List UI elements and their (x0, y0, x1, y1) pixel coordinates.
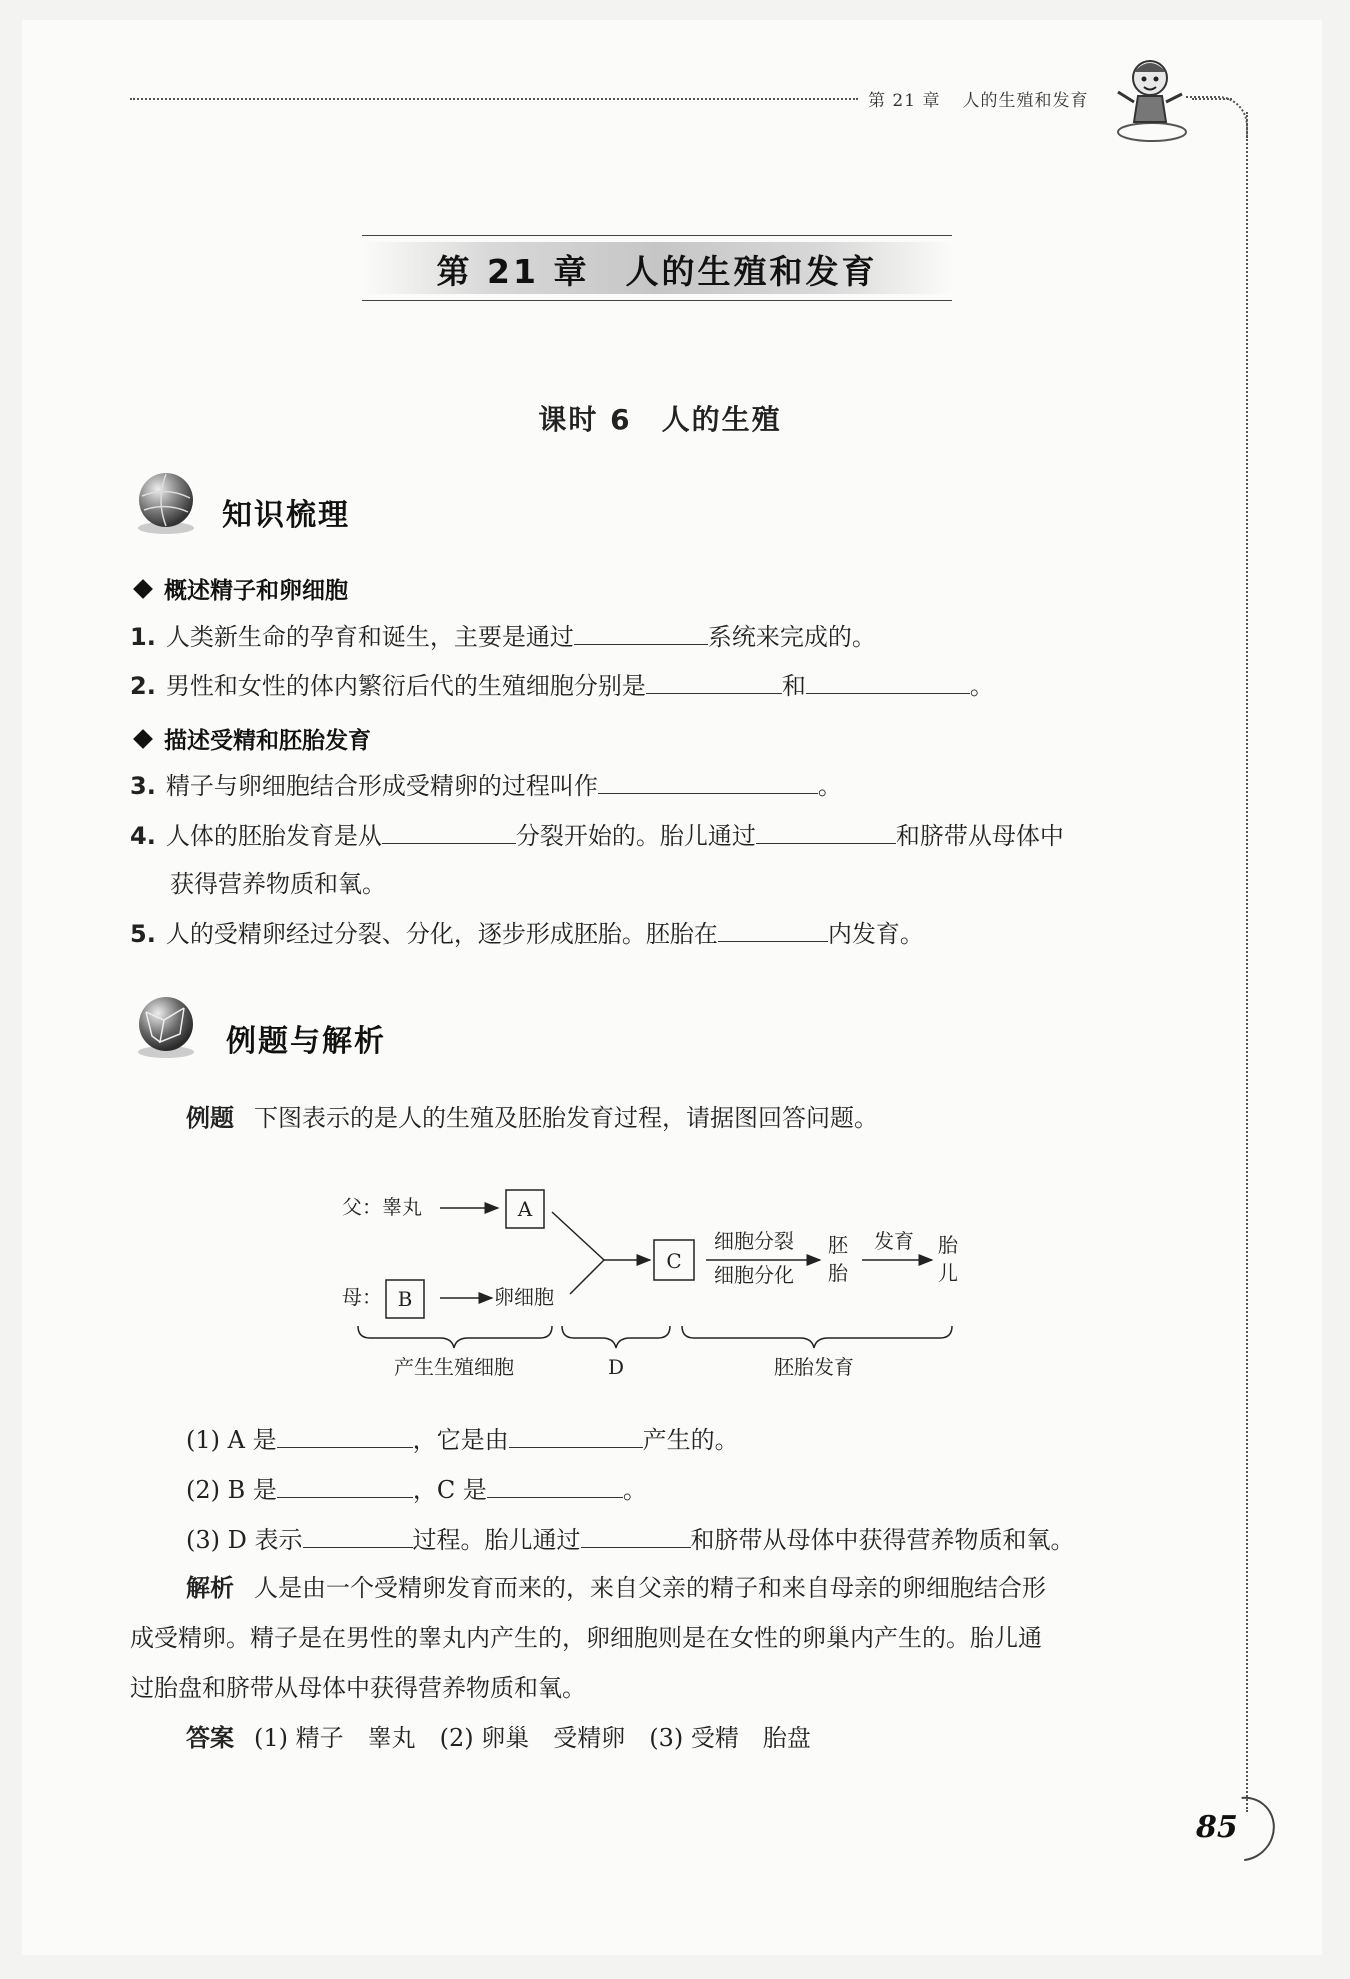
analysis-line-1 (186, 1570, 1046, 1606)
page (22, 20, 1322, 1955)
question-text: 男性和女性的体内繁衍后代的生殖细胞分别是 (165, 672, 646, 700)
answer-blank[interactable] (756, 819, 896, 844)
page-number: 85 (1196, 1810, 1238, 1845)
analysis-line-3: 过胎盘和脐带从母体中获得营养物质和氧。 (130, 1674, 586, 1702)
diagram-mother-label: 母： (342, 1285, 382, 1309)
question-3 (130, 768, 842, 804)
question-text: (3) D 表示 (186, 1526, 303, 1554)
question-5 (130, 916, 924, 952)
header-chapter-name: 人的生殖和发育 (962, 91, 1089, 111)
answer-blank[interactable] (581, 1523, 691, 1548)
question-4 (130, 818, 1064, 854)
question-number: 1. (130, 623, 156, 651)
topic-heading-2-text: 描述受精和胚胎发育 (164, 728, 371, 754)
question-text: 系统来完成的。 (707, 623, 876, 651)
answer-blank[interactable] (646, 669, 782, 694)
reproduction-diagram (330, 1178, 980, 1388)
analysis-label: 解析 (186, 1574, 234, 1602)
answer-blank[interactable] (277, 1473, 413, 1498)
question-number: 4. (130, 822, 156, 850)
question-text: 产生的。 (642, 1426, 739, 1454)
question-text: 人体的胚胎发育是从 (165, 822, 382, 850)
lesson-title: 课时 6 人的生殖 (538, 403, 782, 436)
question-text: 和脐带从母体中获得营养物质和氧。 (690, 1526, 1075, 1554)
diagram-embryo-2: 胎 (828, 1261, 848, 1285)
answer-blank[interactable] (718, 917, 828, 942)
question-4-cont: 获得营养物质和氧。 (170, 870, 386, 898)
question-text: 人的受精卵经过分裂、分化，逐步形成胚胎。胚胎在 (165, 920, 718, 948)
section-title-knowledge: 知识梳理 (222, 498, 350, 533)
diagram-brace-1-label: 产生生殖细胞 (394, 1355, 514, 1379)
answer-blank[interactable] (303, 1523, 413, 1548)
answer-blank[interactable] (574, 620, 708, 645)
diagram-differentiation-label: 细胞分化 (714, 1263, 794, 1287)
running-header (868, 86, 1110, 111)
globe-icon (130, 466, 202, 538)
answer-blank[interactable] (806, 669, 970, 694)
question-text: 精子与卵细胞结合形成受精卵的过程叫作 (165, 772, 598, 800)
diagram-egg-label: 卵细胞 (494, 1285, 554, 1309)
question-number: 3. (130, 772, 156, 800)
question-text: 。 (622, 1476, 647, 1504)
answer-line (186, 1720, 811, 1756)
diagram-brace-2-label: D (607, 1355, 625, 1379)
example-text: 下图表示的是人的生殖及胚胎发育过程，请据图回答问题。 (254, 1104, 878, 1132)
question-text: 和 (781, 672, 806, 700)
sub-question-3 (186, 1522, 1075, 1558)
header-chapter-number: 第 21 章 (868, 91, 941, 111)
answer-label: 答案 (186, 1724, 234, 1752)
question-number: 2. (130, 672, 156, 700)
example-question (186, 1100, 878, 1136)
analysis-text: 人是由一个受精卵发育而来的，来自父亲的精子和来自母亲的卵细胞结合形 (254, 1574, 1046, 1602)
question-1 (130, 619, 876, 655)
example-label: 例题 (186, 1104, 234, 1132)
question-text: 分裂开始的。胎儿通过 (515, 822, 756, 850)
diagram-develop-label: 发育 (874, 1229, 914, 1253)
diagram-box-b-label: B (397, 1287, 413, 1311)
answer-blank[interactable] (487, 1473, 623, 1498)
mascot-icon (1110, 52, 1190, 144)
sub-question-1 (186, 1422, 739, 1458)
sub-question-2 (186, 1472, 647, 1508)
question-text: ，它是由 (412, 1426, 509, 1454)
answer-blank[interactable] (382, 819, 516, 844)
question-text: ，C 是 (412, 1476, 487, 1504)
diagram-embryo-1: 胚 (828, 1233, 848, 1257)
diagram-father-label: 父：睾丸 (342, 1195, 422, 1219)
question-text: (1) A 是 (186, 1426, 277, 1454)
topic-heading-1-text: 概述精子和卵细胞 (164, 578, 348, 604)
question-2 (130, 668, 994, 704)
topic-heading-2 (132, 722, 371, 755)
question-text: 和脐带从母体中 (895, 822, 1064, 850)
diagram-box-c-label: C (666, 1249, 682, 1273)
topic-heading-1 (132, 572, 348, 605)
chapter-title: 第 21 章 人的生殖和发育 (436, 252, 878, 291)
diagram-brace-3-label: 胚胎发育 (774, 1355, 854, 1379)
answer-text: (1) 精子 睾丸 (2) 卵巢 受精卵 (3) 受精 胎盘 (254, 1724, 811, 1752)
header-dotted-rule (130, 98, 858, 100)
diagram-fetus-2: 儿 (938, 1261, 958, 1285)
answer-blank[interactable] (509, 1423, 643, 1448)
section-title-examples: 例题与解析 (226, 1024, 386, 1059)
answer-blank[interactable] (598, 769, 818, 794)
diagram-box-a-label: A (517, 1197, 533, 1221)
diagram-division-label: 细胞分裂 (714, 1229, 794, 1253)
analysis-line-2: 成受精卵。精子是在男性的睾丸内产生的，卵细胞则是在女性的卵巢内产生的。胎儿通 (130, 1624, 1042, 1652)
side-dotted-border (1246, 112, 1248, 1812)
question-number: 5. (130, 920, 156, 948)
answer-blank[interactable] (277, 1423, 413, 1448)
question-text: 人类新生命的孕育和诞生，主要是通过 (165, 623, 574, 651)
question-text: 内发育。 (827, 920, 924, 948)
question-text: 。 (817, 772, 842, 800)
question-text: 。 (969, 672, 994, 700)
diagram-fetus-1: 胎 (938, 1233, 958, 1257)
question-text: (2) B 是 (186, 1476, 277, 1504)
question-text: 过程。胎儿通过 (412, 1526, 581, 1554)
network-globe-icon (130, 990, 202, 1062)
chapter-title-box (362, 235, 952, 301)
